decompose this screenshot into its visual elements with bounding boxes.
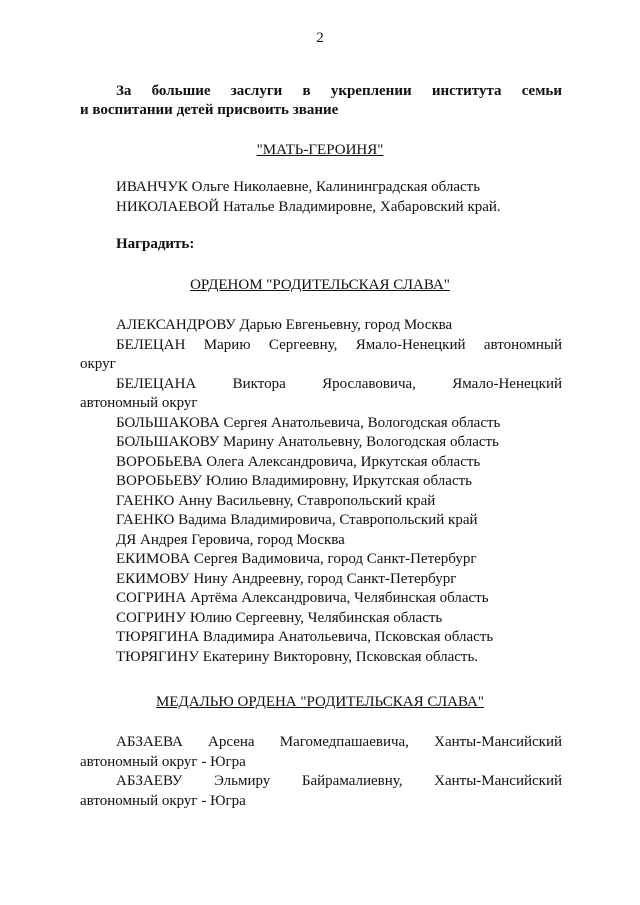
decree-intro: [80, 82, 562, 120]
list-item: [80, 336, 562, 375]
list-item: [80, 492, 562, 512]
recipient-text: БОЛЬШАКОВА Сергея Анатольевича, Вологодская область: [116, 414, 501, 431]
recipient-text-continuation: округ: [80, 356, 116, 372]
list-item: [80, 433, 562, 453]
list-item: [80, 609, 562, 629]
list-item: [80, 550, 562, 570]
list-item: [80, 531, 562, 551]
recipient-text: ГАЕНКО Анну Васильевну, Ставропольский край: [116, 492, 436, 509]
list-item: НИКОЛАЕВОЙ Наталье Владимировне, Хабаровский край.: [116, 198, 501, 215]
mother-heroine-list: [80, 178, 562, 217]
recipient-text: ТЮРЯГИНУ Екатерину Викторовну, Псковская область.: [116, 648, 479, 665]
intro-line-2: и воспитании детей присвоить звание: [80, 102, 339, 118]
recipient-text: АБЗАЕВУ Эльмиру Байрамалиевну, Ханты-Мансийский: [116, 773, 562, 789]
recipient-text: АЛЕКСАНДРОВУ Дарью Евгеньевну, город Москва: [116, 317, 453, 333]
recipient-text: АБЗАЕВА Арсена Магомедпашаевича, Ханты-Мансийский: [116, 734, 562, 750]
recipient-text: ВОРОБЬЕВА Олега Александровича, Иркутская область: [116, 453, 481, 470]
intro-line-1: За большие заслуги в укреплении института семьи: [116, 83, 562, 99]
recipient-text: ЕКИМОВА Сергея Вадимовича, город Санкт-Петербург: [116, 551, 477, 567]
list-item: [80, 570, 562, 590]
recipient-text: ТЮРЯГИНА Владимира Анатольевича, Псковская область: [116, 629, 494, 645]
list-item: [80, 375, 562, 414]
recipient-text: БЕЛЕЦАНА Виктора Ярославовича, Ямало-Ненецкий: [116, 375, 562, 392]
list-item: [80, 733, 562, 772]
recipient-text: ДЯ Андрея Геровича, город Москва: [116, 531, 345, 548]
recipient-text: СОГРИНА Артёма Александровича, Челябинская область: [116, 590, 489, 606]
recipient-text-continuation: автономный округ - Югра: [80, 792, 246, 809]
page-number: 2: [316, 30, 324, 46]
recipient-text: ВОРОБЬЕВУ Юлию Владимировну, Иркутская область: [116, 473, 472, 489]
award-label: Наградить:: [116, 236, 195, 252]
title-medal: МЕДАЛЬЮ ОРДЕНА "РОДИТЕЛЬСКАЯ СЛАВА": [156, 694, 484, 710]
recipient-text: БОЛЬШАКОВУ Марину Анатольевну, Вологодская область: [116, 434, 499, 450]
recipient-text: СОГРИНУ Юлию Сергеевну, Челябинская область: [116, 609, 443, 626]
list-item: [80, 628, 562, 648]
title-order: ОРДЕНОМ "РОДИТЕЛЬСКАЯ СЛАВА": [190, 277, 450, 293]
list-item: [80, 772, 562, 811]
list-item: [80, 472, 562, 492]
recipient-text-continuation: автономный округ: [80, 395, 198, 411]
recipient-text-continuation: автономный округ - Югра: [80, 753, 246, 770]
order-recipients-list: [80, 316, 562, 667]
list-item: [80, 511, 562, 531]
list-item: [80, 648, 562, 668]
list-item: [80, 453, 562, 473]
list-item: [80, 316, 562, 336]
list-item: [80, 414, 562, 434]
title-mother-heroine: "МАТЬ-ГЕРОИНЯ": [256, 142, 384, 158]
list-item: ИВАНЧУК Ольге Николаевне, Калининградская область: [116, 179, 481, 195]
recipient-text: ЕКИМОВУ Нину Андреевну, город Санкт-Петербург: [116, 570, 457, 587]
list-item: [80, 589, 562, 609]
recipient-text: БЕЛЕЦАН Марию Сергеевну, Ямало-Ненецкий автономный: [116, 336, 562, 353]
medal-recipients-list: [80, 733, 562, 811]
recipient-text: ГАЕНКО Вадима Владимировича, Ставропольский край: [116, 512, 478, 528]
